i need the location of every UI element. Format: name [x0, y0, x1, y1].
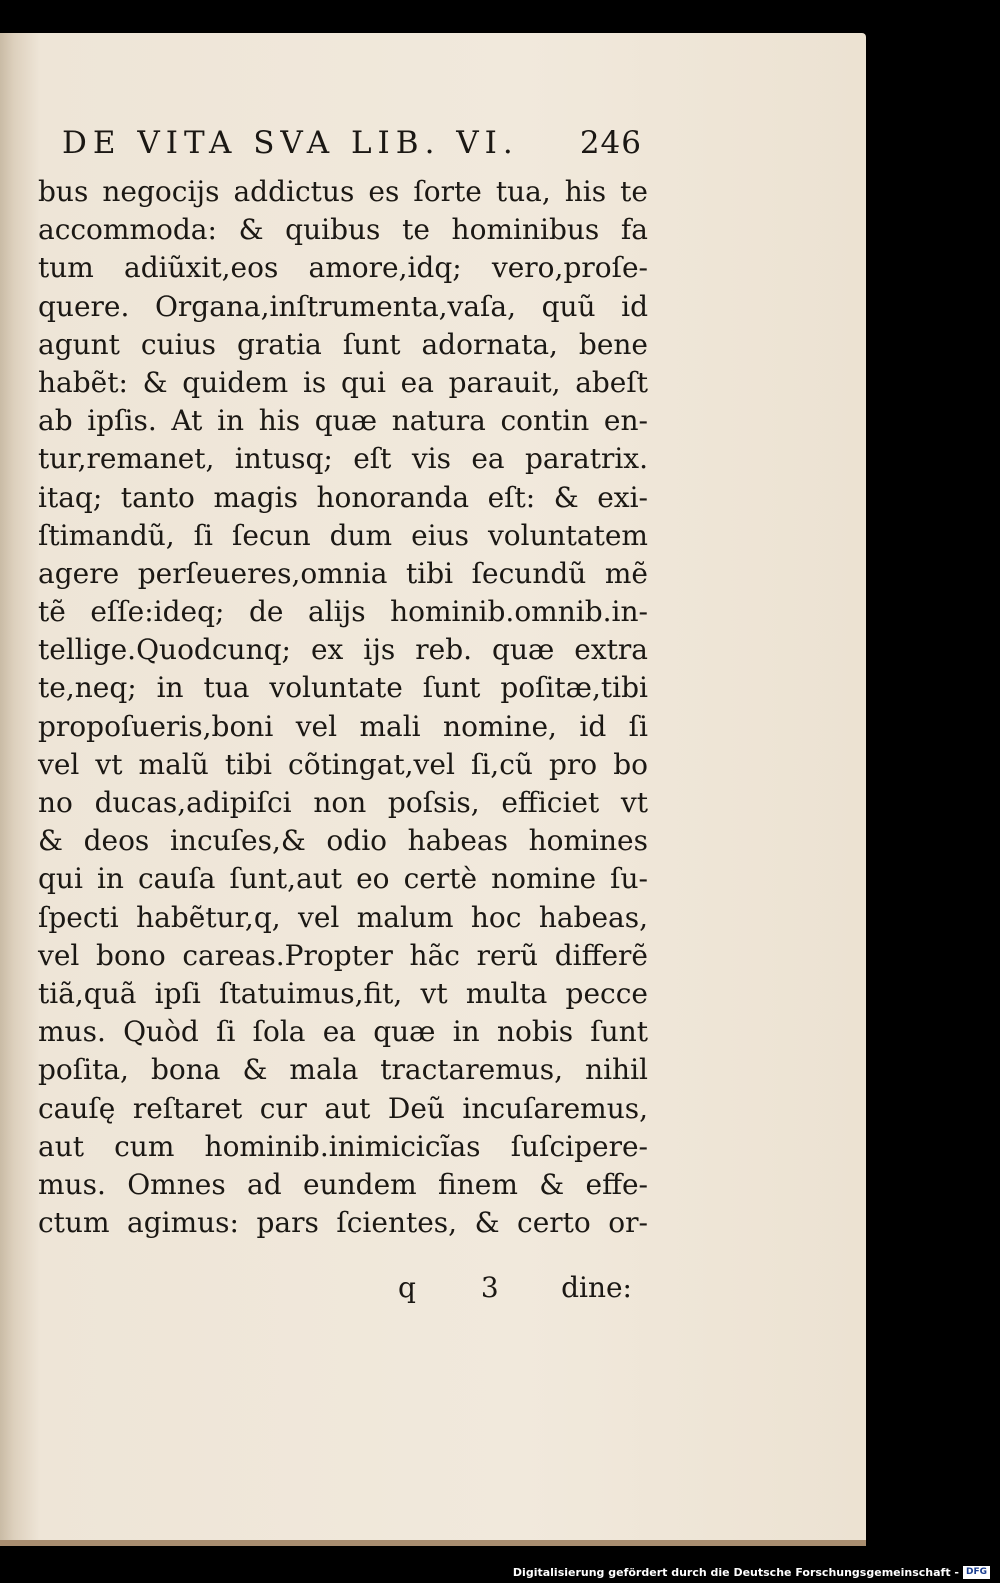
text-line: tum adiũxit,eos amore,idq; vero,proſe- — [38, 251, 648, 285]
signature-mark: q 3 — [398, 1271, 527, 1304]
text-line: habẽt: & quidem is qui ea parauit, abeſt — [38, 365, 648, 399]
text-line: accommoda: & quibus te hominibus fa — [38, 213, 648, 247]
text-line: itaq; tanto magis honoranda eſt: & exi- — [38, 480, 648, 514]
text-line: agere perſeueres,omnia tibi ſecundũ mẽ — [38, 556, 648, 590]
text-line: ab ipſis. At in his quæ natura contin en- — [38, 404, 648, 438]
text-line: no ducas,adipiſci non poſsis, efficiet vt — [38, 786, 648, 819]
text-line: agunt cuius gratia ſunt adornata, bene — [38, 327, 648, 361]
text-line: propoſueris,boni vel mali nomine, id ſi — [38, 709, 648, 743]
credit-text: Digitalisierung gefördert durch die Deutsche Forschungsgemeinschaft - — [512, 1566, 959, 1579]
text-line: ctum agimus: pars ſcientes, & certo or- — [38, 1206, 648, 1240]
text-line: vel vt malũ tibi cõtingat,vel ſi,cũ pro bo — [38, 747, 648, 781]
text-line: mus. Quòd ſi ſola ea quæ in nobis ſunt — [38, 1015, 648, 1049]
text-line: bus negocijs addictus es ſorte tua, his te — [38, 175, 648, 208]
page-bottom-edge — [0, 1540, 866, 1546]
text-line: cauſę reſtaret cur aut Deũ incuſaremus, — [38, 1091, 648, 1125]
text-line: tiã,quã ipſi ſtatuimus,fit, vt multa pecce — [38, 976, 648, 1010]
page-number: 246 — [579, 125, 642, 161]
text-line: & deos incuſes,& odio habeas homines — [38, 824, 648, 858]
text-line: mus. Omnes ad eundem finem & effe- — [38, 1167, 648, 1201]
dfg-logo: DFG — [963, 1566, 990, 1579]
text-line: tẽ eſſe:ideq; de alijs hominib.omnib.in- — [38, 595, 648, 629]
text-line: aut cum hominib.inimicicĩas ſuſcipere- — [38, 1129, 648, 1163]
running-head-title: DE VITA SVA LIB. VI. — [62, 125, 519, 161]
running-head — [62, 125, 662, 167]
page-footer — [38, 1271, 638, 1311]
text-line: qui in cauſa ſunt,aut eo certè nomine ſu- — [38, 862, 648, 896]
body-text — [38, 173, 648, 1242]
digitization-credit — [513, 1566, 990, 1579]
book-page — [0, 33, 866, 1546]
text-line: tellige.Quodcunq; ex ijs reb. quæ extra — [38, 633, 648, 667]
text-line: te,neq; in tua voluntate ſunt poſitæ,tibi — [38, 671, 648, 705]
text-line: tur,remanet, intusq; eſt vis ea paratrix. — [38, 442, 648, 476]
catchword: dine: — [561, 1271, 632, 1304]
text-line: ſtimandũ, ſi ſecun dum eius voluntatem — [38, 518, 648, 552]
text-line: vel bono careas.Propter hãc rerũ differẽ — [38, 938, 648, 972]
text-line: quere. Organa,inſtrumenta,vaſa, quũ id — [38, 289, 648, 323]
text-line: poſita, bona & mala tractaremus, nihil — [38, 1053, 648, 1087]
text-line: ſpecti habẽtur,q, vel malum hoc habeas, — [38, 900, 648, 934]
